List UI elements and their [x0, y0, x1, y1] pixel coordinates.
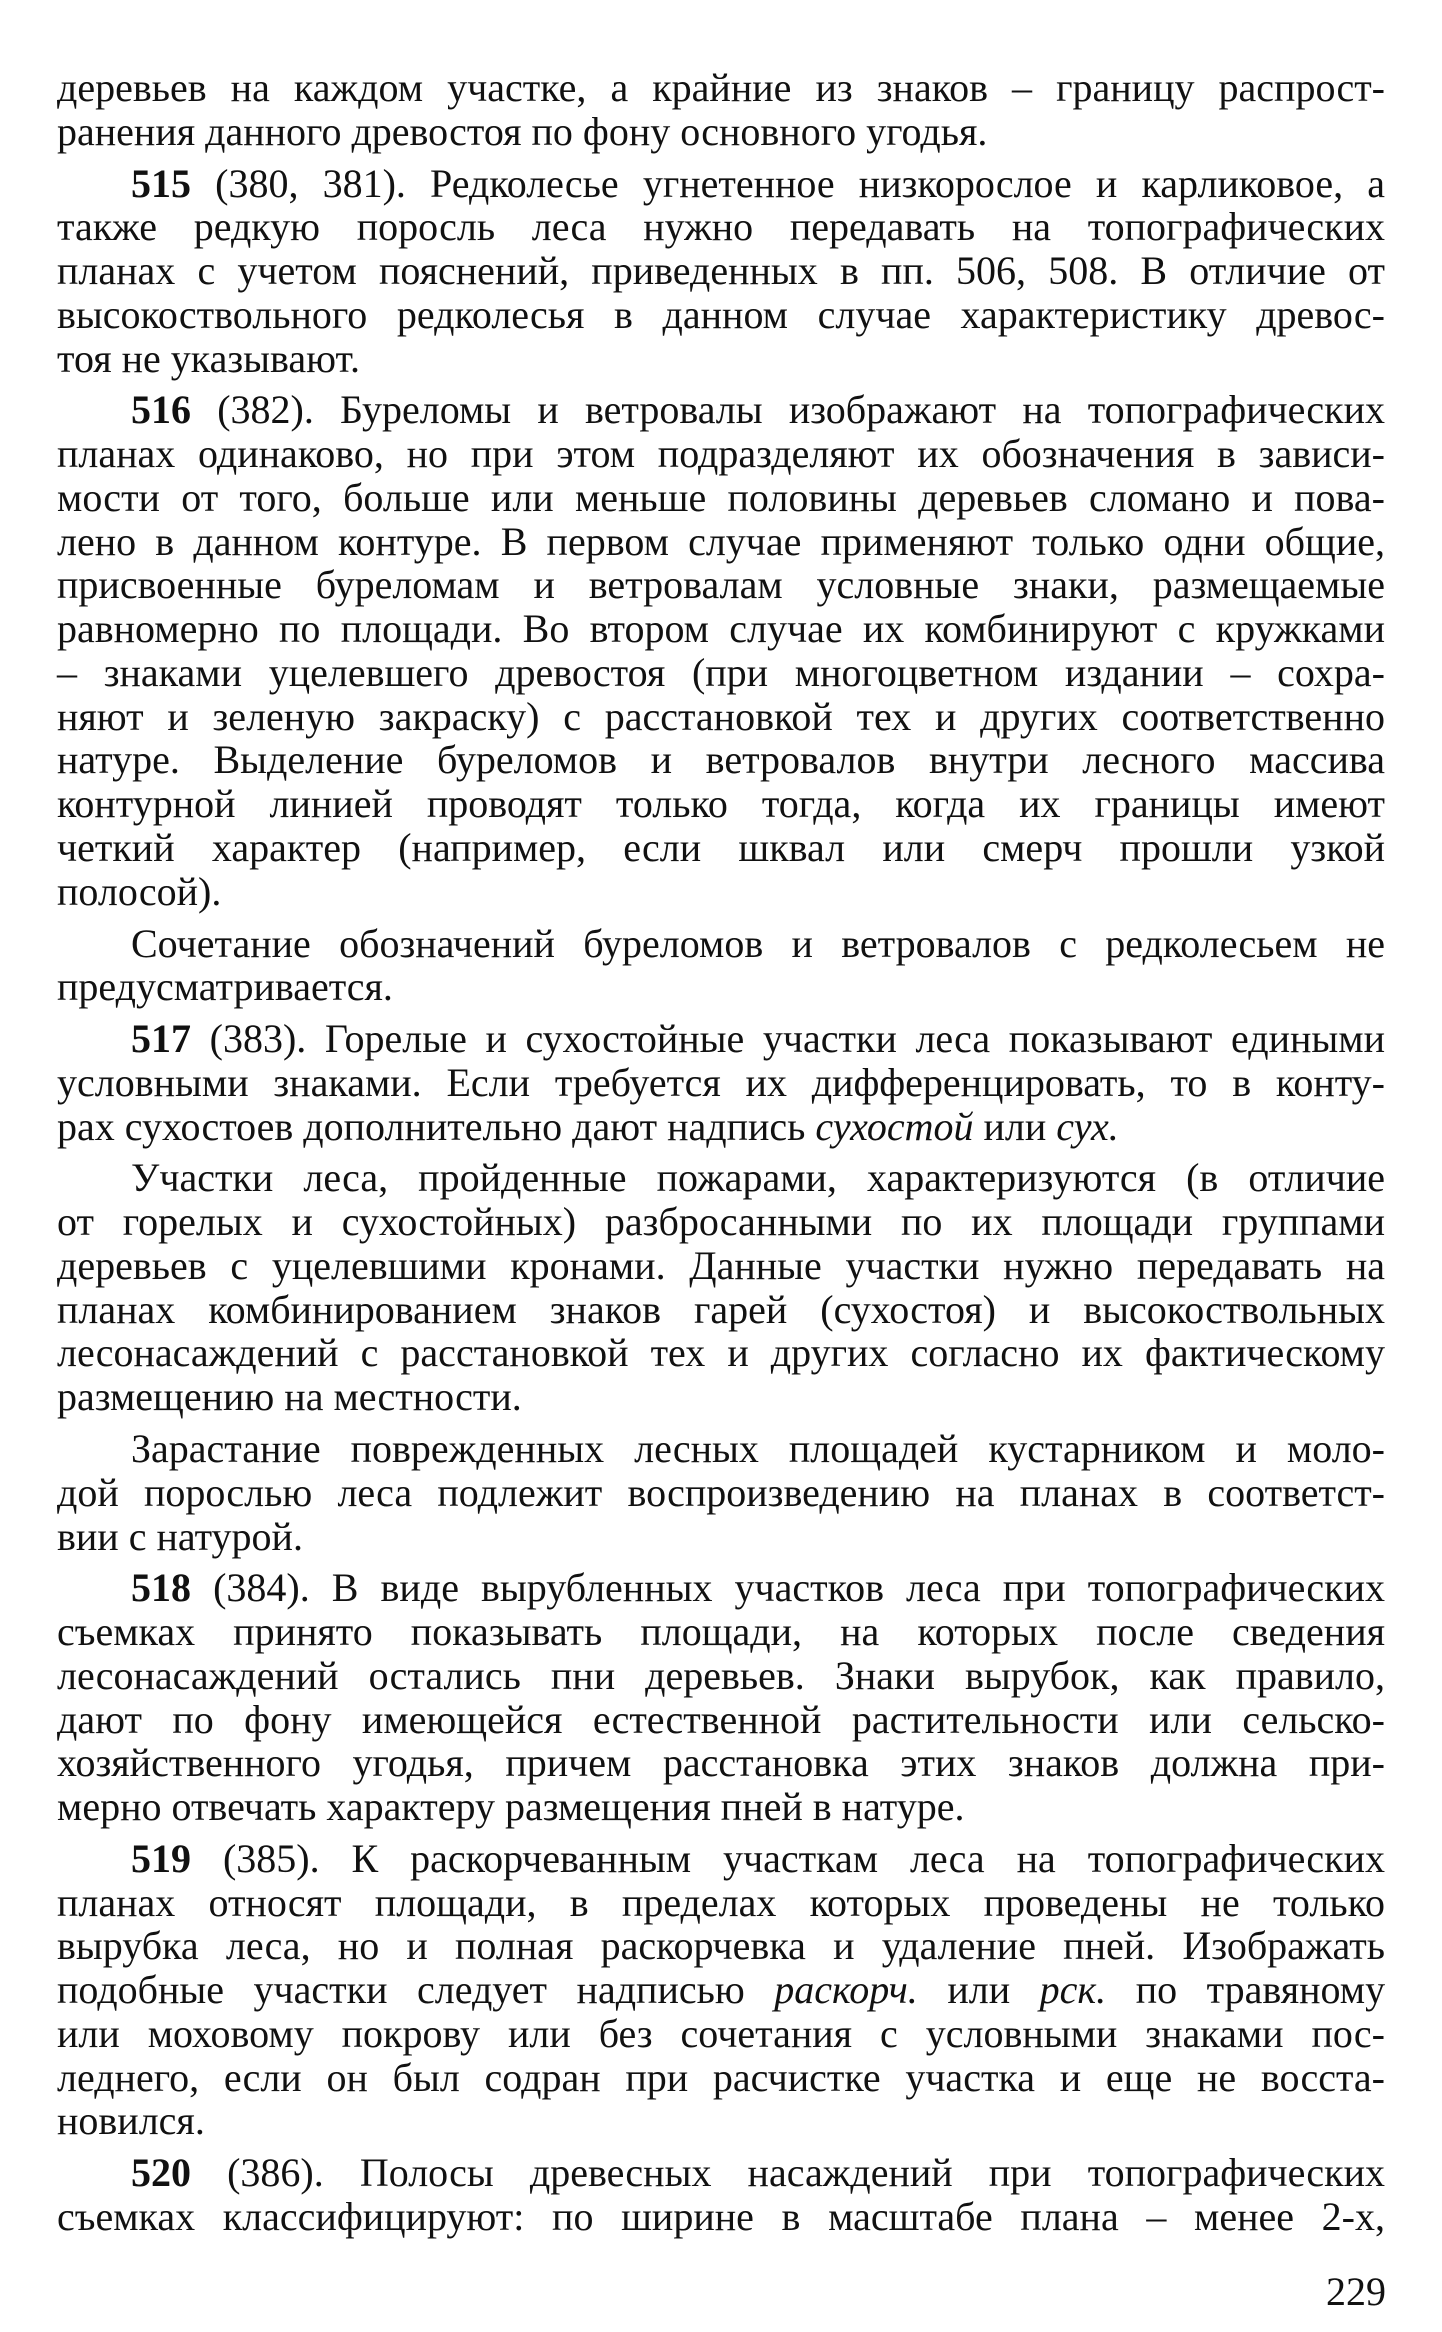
text-line: (386). Полосы древесных насаждений при топографических — [227, 2150, 1385, 2195]
text-line: – знаками уцелевшего древостоя (при многоцветном издании – сохра- — [57, 650, 1385, 695]
paragraph-number: 520 — [131, 2150, 191, 2195]
italic-term: рск. — [1039, 1967, 1107, 2012]
text-line: деревьев с уцелевшими кронами. Данные участки нужно передавать на — [57, 1243, 1385, 1288]
text-line: Участки леса, пройденные пожарами, характеризуются (в отличие — [131, 1155, 1385, 1200]
text-line: планах с учетом пояснений, приведенных в пп. 506, 508. В отличие от — [57, 248, 1385, 293]
italic-term: раскорч. — [774, 1967, 918, 2012]
text-line: контурной линией проводят только тогда, когда их границы имеют — [57, 781, 1385, 826]
paragraph-number: 516 — [131, 387, 191, 432]
text-line: мерно отвечать характеру размещения пней в натуре. — [57, 1784, 965, 1829]
text-line: съемках классифицируют: по ширине в масштабе плана – менее 2-х, — [57, 2194, 1385, 2239]
text-line: лесонасаждений остались пни деревьев. Знаки вырубок, как правило, — [57, 1653, 1385, 1698]
text-line: хозяйственного угодья, причем расстановка этих знаков должна при- — [57, 1740, 1385, 1785]
paragraph-519 — [131, 1837, 1385, 1881]
italic-term: сух. — [1056, 1104, 1119, 1149]
text-line: дают по фону имеющейся естественной растительности или сельско- — [57, 1697, 1385, 1742]
paragraph-518 — [131, 1566, 1385, 1610]
text-line: также редкую поросль леса нужно передавать на топографических — [57, 204, 1385, 249]
text-line: ранения данного древостоя по фону основного угодья. — [57, 109, 988, 154]
text-line: Зарастание поврежденных лесных площадей кустарником и моло- — [131, 1426, 1385, 1471]
paragraph-number: 515 — [131, 161, 191, 206]
text-line: Сочетание обозначений буреломов и ветровалов с редколесьем не — [131, 921, 1385, 966]
text-line: полосой). — [57, 869, 222, 914]
text-line: деревьев на каждом участке, а крайние из знаков – границу распрост- — [57, 65, 1385, 110]
text-line: мости от того, больше или меньше половины деревьев сломано и пова- — [57, 475, 1385, 520]
text-line: лено в данном контуре. В первом случае применяют только одни общие, — [57, 519, 1385, 564]
text-line: высокоствольного редколесья в данном случае характеристику древос- — [57, 292, 1385, 337]
paragraph-516 — [131, 388, 1385, 432]
text-line: размещению на местности. — [57, 1374, 522, 1419]
text-line: няют и зеленую закраску) с расстановкой тех и других соответственно — [57, 694, 1385, 739]
text-line: четкий характер (например, если шквал или смерч прошли узкой — [57, 825, 1385, 870]
paragraph-number: 517 — [131, 1016, 191, 1061]
text-line: рах сухостоев дополнительно дают надпись сухостой или сух. — [57, 1104, 1119, 1149]
text-line: (382). Буреломы и ветровалы изображают на топографических — [217, 387, 1386, 432]
text-line: вии с натурой. — [57, 1514, 303, 1559]
text-line: подобные участки следует надписью раскорч. или рск. по травяному — [57, 1967, 1386, 2012]
text-line: леднего, если он был содран при расчистке участка и еще не восста- — [57, 2055, 1385, 2100]
text-line: вырубка леса, но и полная раскорчевка и удаление пней. Изображать — [57, 1923, 1385, 1968]
text-line: от горелых и сухостойных) разбросанными по их площади группами — [57, 1199, 1385, 1244]
page-number: 229 — [1326, 2269, 1386, 2314]
text-line: лесонасаждений с расстановкой тех и других согласно их фактическому — [57, 1330, 1385, 1375]
text-line: тоя не указывают. — [57, 336, 360, 381]
paragraph-517 — [131, 1017, 1385, 1061]
paragraph-520 — [131, 2151, 1385, 2195]
text-line: равномерно по площади. Во втором случае их комбинируют с кружками — [57, 606, 1385, 651]
text-line: предусматривается. — [57, 964, 393, 1009]
text-line: (385). К раскорчеванным участкам леса на топографических — [222, 1836, 1386, 1881]
text-line: съемках принято показывать площади, на которых после сведения — [57, 1609, 1385, 1654]
text-line: новился. — [57, 2098, 205, 2143]
text-line: планах комбинированием знаков гарей (сухостоя) и высокоствольных — [57, 1287, 1385, 1332]
text-line: планах одинаково, но при этом подразделяют их обозначения в зависи- — [57, 431, 1385, 476]
paragraph-number: 519 — [131, 1836, 191, 1881]
text-line: натуре. Выделение буреломов и ветровалов внутри лесного массива — [57, 737, 1385, 782]
paragraph-number: 518 — [131, 1565, 191, 1610]
text-line: (380, 381). Редколесье угнетенное низкорослое и карликовое, а — [215, 161, 1386, 206]
text-line: (383). Горелые и сухостойные участки леса показывают едиными — [209, 1016, 1386, 1061]
text-line: условными знаками. Если требуется их дифференцировать, то в конту- — [57, 1060, 1385, 1105]
text-line: присвоенные буреломам и ветровалам условные знаки, размещаемые — [57, 562, 1385, 607]
text-line: или моховому покрову или без сочетания с условными знаками пос- — [57, 2011, 1385, 2056]
text-line: (384). В виде вырубленных участков леса при топографических — [213, 1565, 1385, 1610]
paragraph-515 — [131, 162, 1385, 206]
text-line: планах относят площади, в пределах которых проведены не только — [57, 1880, 1385, 1925]
italic-term: сухостой — [815, 1104, 974, 1149]
text-line: дой порослью леса подлежит воспроизведению на планах в соответст- — [57, 1470, 1385, 1515]
